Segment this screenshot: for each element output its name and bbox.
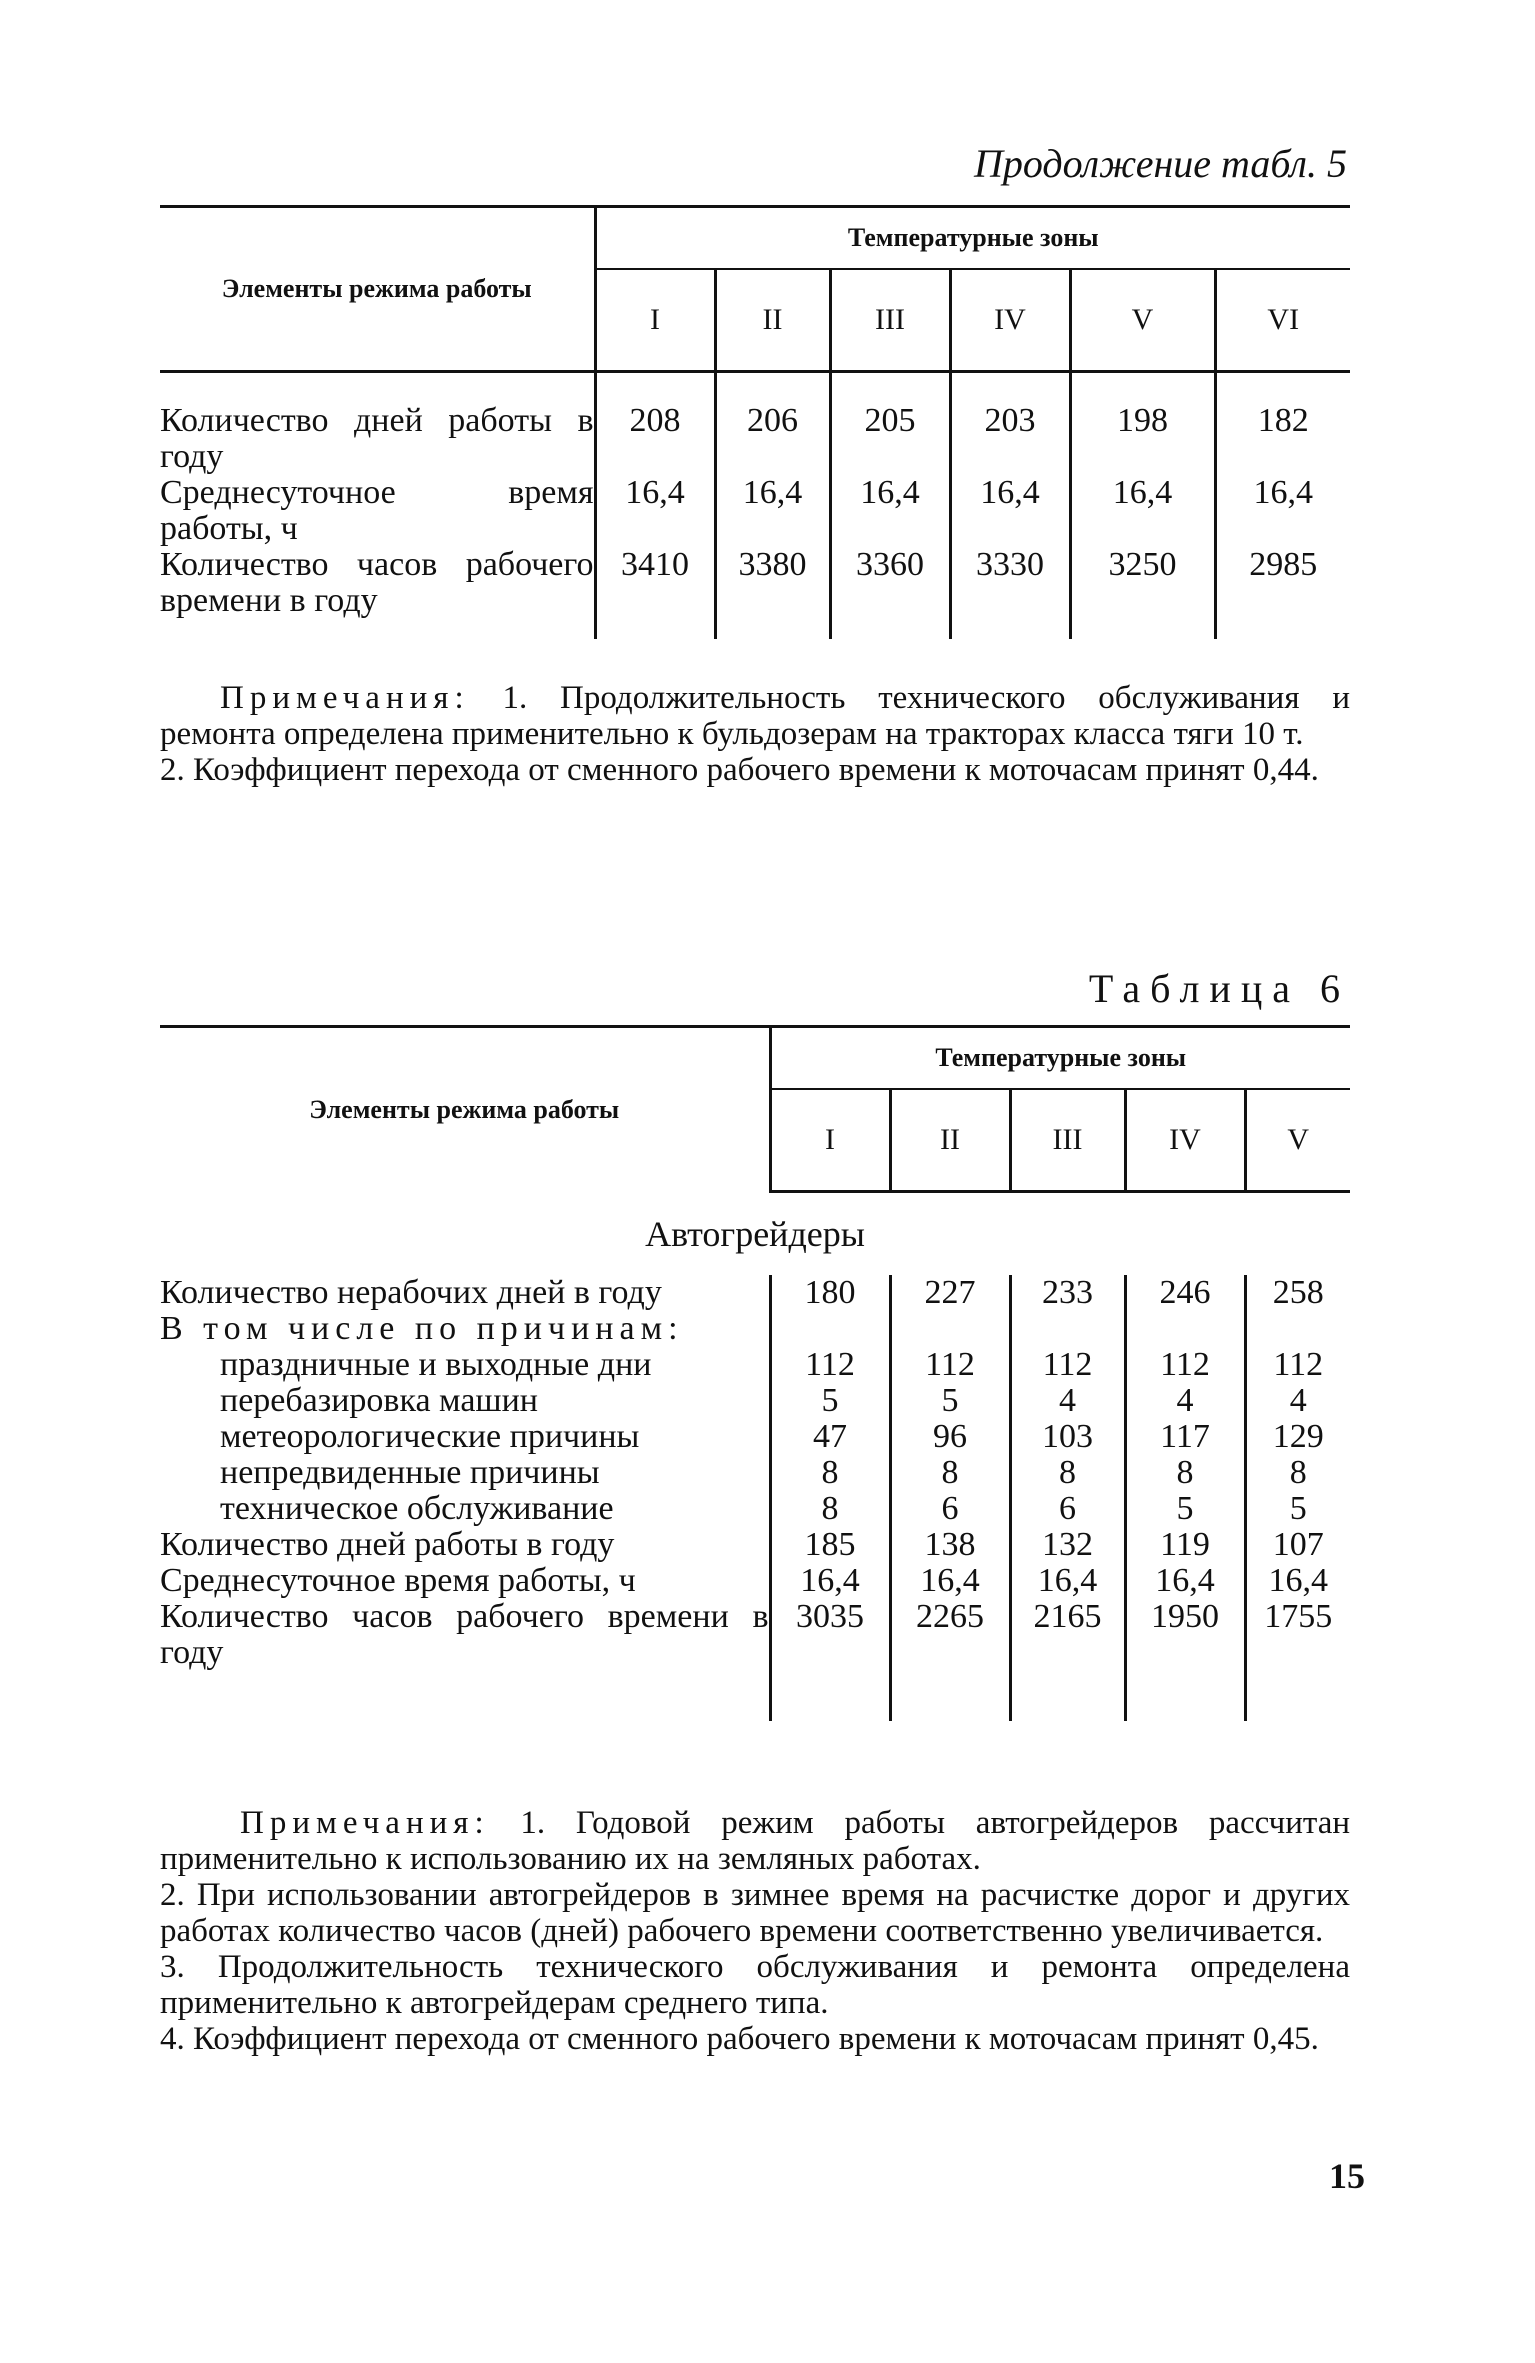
table6-cell: 47 bbox=[770, 1419, 890, 1455]
table5-cell: 16,4 bbox=[830, 475, 950, 547]
table6-cell: 8 bbox=[770, 1455, 890, 1491]
table6-note-4: 4. Коэффициент перехода от сменного рабочего времени к моточасам принят 0,45. bbox=[160, 2021, 1319, 2057]
table5-cell: 16,4 bbox=[1070, 475, 1215, 547]
table6-cell: 112 bbox=[890, 1347, 1010, 1383]
table6-cell: 5 bbox=[1245, 1491, 1350, 1527]
table6-spacer-cell bbox=[770, 1671, 890, 1721]
table6-row-label: непредвиденные причины bbox=[220, 1454, 600, 1491]
table6-cell: 129 bbox=[1245, 1419, 1350, 1455]
table6-cell: 246 bbox=[1125, 1275, 1245, 1311]
table6-header-elements: Элементы режима работы bbox=[160, 1027, 770, 1192]
table6-cell: 103 bbox=[1010, 1419, 1125, 1455]
table6-row-label: Количество часов рабочего времени в году bbox=[160, 1598, 769, 1671]
table5-cell: 208 bbox=[595, 372, 715, 476]
table5-row bbox=[160, 372, 1350, 476]
table6-row bbox=[160, 1563, 1350, 1599]
table6-notes-heading: Примечания: bbox=[240, 1805, 490, 1841]
table6-cell: 16,4 bbox=[1010, 1563, 1125, 1599]
table6-row-label: метеорологические причины bbox=[220, 1418, 640, 1455]
table5-note-2: 2. Коэффициент перехода от сменного рабочего времени к моточасам принят 0,44. bbox=[160, 752, 1319, 788]
table5-row-label: Среднесуточное время работы, ч bbox=[160, 474, 594, 547]
table6-cell: 8 bbox=[1125, 1455, 1245, 1491]
table6-cell bbox=[1125, 1311, 1245, 1347]
table6-zone-2: II bbox=[890, 1089, 1010, 1192]
table6-spacer-cell bbox=[890, 1671, 1010, 1721]
table6-cell: 4 bbox=[1245, 1383, 1350, 1419]
table6-cell: 119 bbox=[1125, 1527, 1245, 1563]
table5-cell: 3360 bbox=[830, 547, 950, 639]
table6-cell: 4 bbox=[1125, 1383, 1245, 1419]
table6-cell: 16,4 bbox=[1245, 1563, 1350, 1599]
table6-section-title: Автогрейдеры bbox=[645, 1214, 865, 1254]
table6-caption: Таблица 6 bbox=[1088, 966, 1350, 1011]
table6-note-2: 2. При использовании автогрейдеров в зимнее время на расчистке дорог и других работах количество часов (дней) рабочего времени соответственно увеличивается. bbox=[160, 1877, 1350, 1949]
table6-cell: 8 bbox=[1245, 1455, 1350, 1491]
table6-row bbox=[160, 1455, 1350, 1491]
table6-row-label: В том числе по причинам: bbox=[160, 1310, 684, 1347]
table5-row-label: Количество часов рабочего времени в году bbox=[160, 546, 594, 619]
table5-header-zones: Температурные зоны bbox=[595, 207, 1350, 270]
table5-cell: 2985 bbox=[1215, 547, 1350, 639]
table5-cell: 3250 bbox=[1070, 547, 1215, 639]
table5 bbox=[160, 205, 1350, 639]
table6-cell: 107 bbox=[1245, 1527, 1350, 1563]
table6-cell: 185 bbox=[770, 1527, 890, 1563]
table6-row bbox=[160, 1275, 1350, 1311]
table6-cell: 5 bbox=[770, 1383, 890, 1419]
table6-row bbox=[160, 1599, 1350, 1671]
table6-row bbox=[160, 1491, 1350, 1527]
table6-row bbox=[160, 1383, 1350, 1419]
table6-body bbox=[160, 1275, 1350, 1721]
table6-zone-5: V bbox=[1245, 1089, 1350, 1192]
table6-cell: 8 bbox=[770, 1491, 890, 1527]
table6-row bbox=[160, 1527, 1350, 1563]
table6-cell bbox=[1245, 1311, 1350, 1347]
table5-cell: 182 bbox=[1215, 372, 1350, 476]
table6-row bbox=[160, 1347, 1350, 1383]
table6-cell: 132 bbox=[1010, 1527, 1125, 1563]
table5-cell: 16,4 bbox=[595, 475, 715, 547]
table5-zone-4: IV bbox=[950, 269, 1070, 372]
table5-row bbox=[160, 475, 1350, 547]
table6-cell: 112 bbox=[1125, 1347, 1245, 1383]
table6-cell: 258 bbox=[1245, 1275, 1350, 1311]
table6-notes bbox=[160, 1805, 1350, 2057]
table5-continuation-title: Продолжение табл. 5 bbox=[973, 141, 1347, 186]
table5-zone-5: V bbox=[1070, 269, 1215, 372]
table6-row bbox=[160, 1419, 1350, 1455]
table6-row-label: праздничные и выходные дни bbox=[220, 1346, 652, 1383]
table6-spacer-cell bbox=[160, 1671, 770, 1721]
table6-cell: 2165 bbox=[1010, 1599, 1125, 1671]
table6-cell: 5 bbox=[1125, 1491, 1245, 1527]
table5-notes-heading: Примечания: bbox=[220, 680, 470, 716]
table5-cell: 3330 bbox=[950, 547, 1070, 639]
table6-spacer-row bbox=[160, 1671, 1350, 1721]
table5-row-label: Количество дней работы в году bbox=[160, 402, 594, 475]
table6 bbox=[160, 1025, 1350, 1721]
table6-cell bbox=[1010, 1311, 1125, 1347]
table6-cell: 6 bbox=[890, 1491, 1010, 1527]
table6-zone-1: I bbox=[770, 1089, 890, 1192]
table5-cell: 3410 bbox=[595, 547, 715, 639]
table6-note-1: 1. Годовой режим работы автогрейдеров рассчитан применительно к использованию их на земляных работах. bbox=[160, 1805, 1350, 1877]
table6-cell: 5 bbox=[890, 1383, 1010, 1419]
table6-cell: 112 bbox=[1010, 1347, 1125, 1383]
table6-cell: 2265 bbox=[890, 1599, 1010, 1671]
table5-cell: 206 bbox=[715, 372, 830, 476]
table6-cell bbox=[770, 1311, 890, 1347]
table5-cell: 16,4 bbox=[950, 475, 1070, 547]
table6-row-label: перебазировка машин bbox=[220, 1382, 538, 1419]
table6-spacer-cell bbox=[1010, 1671, 1125, 1721]
table6-cell: 112 bbox=[770, 1347, 890, 1383]
table6-cell: 16,4 bbox=[890, 1563, 1010, 1599]
table6-row bbox=[160, 1311, 1350, 1347]
table5-cell: 198 bbox=[1070, 372, 1215, 476]
table5-note-1: 1. Продолжительность технического обслуживания и ремонта определена применительно к бульдозерам на тракторах класса тяги 10 т. bbox=[160, 680, 1350, 752]
table6-cell: 96 bbox=[890, 1419, 1010, 1455]
table6-cell: 112 bbox=[1245, 1347, 1350, 1383]
table6-cell: 180 bbox=[770, 1275, 890, 1311]
table6-header-zones: Температурные зоны bbox=[770, 1027, 1350, 1090]
table6-cell: 227 bbox=[890, 1275, 1010, 1311]
table6-cell: 138 bbox=[890, 1527, 1010, 1563]
table6-spacer-cell bbox=[1245, 1671, 1350, 1721]
table6-cell: 6 bbox=[1010, 1491, 1125, 1527]
table6-cell: 8 bbox=[1010, 1455, 1125, 1491]
table5-notes bbox=[160, 680, 1350, 788]
table6-cell: 4 bbox=[1010, 1383, 1125, 1419]
table6-cell: 16,4 bbox=[1125, 1563, 1245, 1599]
table6-cell bbox=[890, 1311, 1010, 1347]
table6-cell: 1755 bbox=[1245, 1599, 1350, 1671]
table6-cell: 3035 bbox=[770, 1599, 890, 1671]
table6-spacer-cell bbox=[1125, 1671, 1245, 1721]
table5-cell: 203 bbox=[950, 372, 1070, 476]
table6-row-label: техническое обслуживание bbox=[220, 1490, 614, 1527]
table5-zone-2: II bbox=[715, 269, 830, 372]
table6-cell: 1950 bbox=[1125, 1599, 1245, 1671]
table5-header-elements: Элементы режима работы bbox=[160, 207, 595, 372]
table6-row-label: Количество нерабочих дней в году bbox=[160, 1274, 662, 1311]
table5-zone-3: III bbox=[830, 269, 950, 372]
table6-cell: 233 bbox=[1010, 1275, 1125, 1311]
table5-row bbox=[160, 547, 1350, 639]
page-number: 15 bbox=[1329, 2156, 1365, 2196]
table6-zone-4: IV bbox=[1125, 1089, 1245, 1192]
table6-row-label: Среднесуточное время работы, ч bbox=[160, 1562, 636, 1599]
table5-cell: 16,4 bbox=[1215, 475, 1350, 547]
table5-zone-6: VI bbox=[1215, 269, 1350, 372]
table6-row-label: Количество дней работы в году bbox=[160, 1526, 615, 1563]
table5-zone-1: I bbox=[595, 269, 715, 372]
table6-zone-3: III bbox=[1010, 1089, 1125, 1192]
table5-cell: 16,4 bbox=[715, 475, 830, 547]
table6-note-3: 3. Продолжительность технического обслуживания и ремонта определена применительно к автогрейдерам среднего типа. bbox=[160, 1949, 1350, 2021]
table6-cell: 117 bbox=[1125, 1419, 1245, 1455]
table6-cell: 8 bbox=[890, 1455, 1010, 1491]
table5-cell: 205 bbox=[830, 372, 950, 476]
table5-cell: 3380 bbox=[715, 547, 830, 639]
table6-cell: 16,4 bbox=[770, 1563, 890, 1599]
